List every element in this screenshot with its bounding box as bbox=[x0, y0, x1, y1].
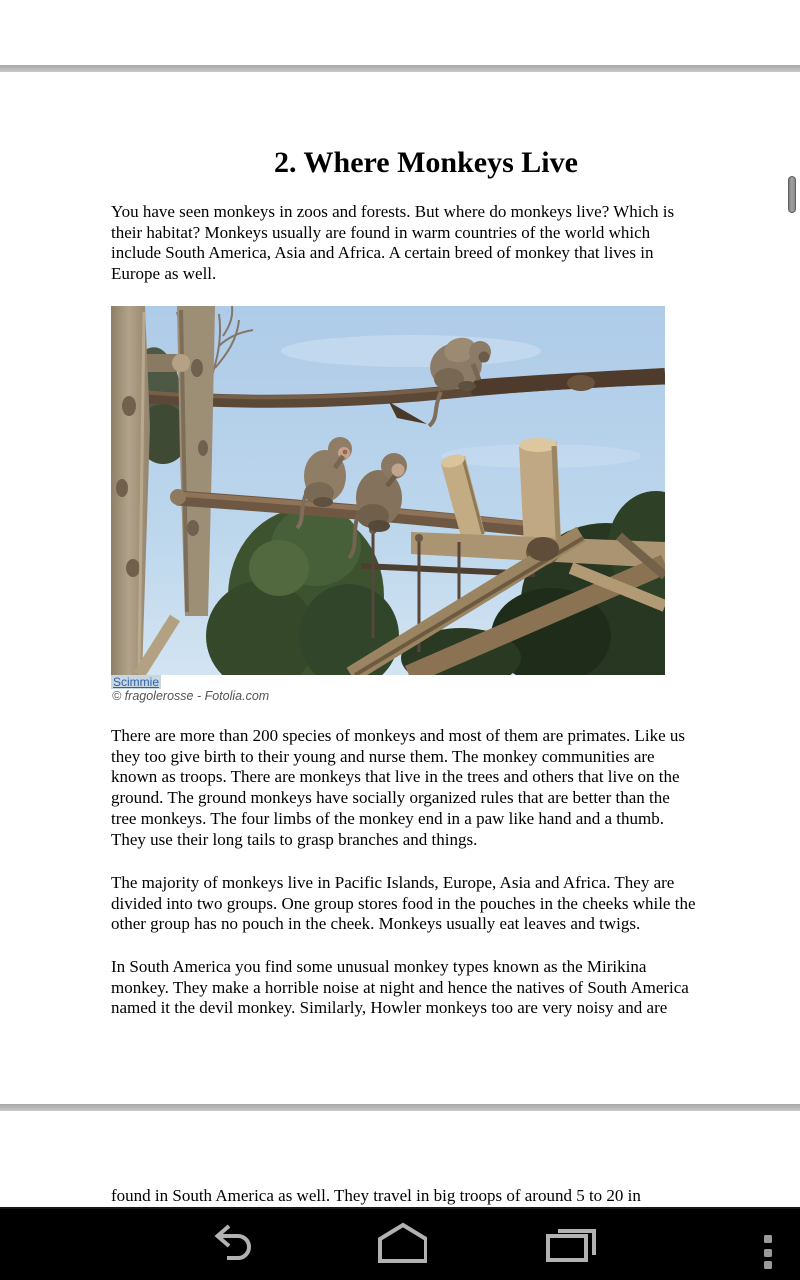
page-separator-top bbox=[0, 65, 800, 72]
monkeys-photo bbox=[111, 306, 665, 675]
recents-button[interactable] bbox=[542, 1216, 598, 1272]
paragraph-4: In South America you find some unusual monkey types known as the Mirikina monkey. They make a horrible noise at night and hence the natives of South America named it the devil monkey. Similarly, Howler monkeys too are very noisy and are bbox=[111, 957, 689, 1018]
android-navbar bbox=[0, 1207, 800, 1280]
menu-button[interactable] bbox=[740, 1216, 796, 1272]
back-icon bbox=[202, 1216, 258, 1272]
home-button[interactable] bbox=[371, 1216, 427, 1272]
scrollbar-thumb[interactable] bbox=[788, 176, 796, 213]
back-button[interactable] bbox=[202, 1216, 258, 1272]
paragraph-1: You have seen monkeys in zoos and forests. But where do monkeys live? Which is their habitat? Monkeys usually are found in warm countries of the world which include South America, Asia and Africa. A certain breed of monkey that lives in Europe as well. bbox=[111, 202, 675, 284]
page-separator-bottom bbox=[0, 1104, 800, 1111]
photo-caption-link[interactable]: Scimmie bbox=[113, 675, 160, 689]
next-page-text: found in South America as well. They travel in big troops of around 5 to 20 in bbox=[111, 1186, 641, 1205]
paragraph-2: There are more than 200 species of monkeys and most of them are primates. Like us they too give birth to their young and nurse them. The monkey communities are known as troops. There are monkeys that live in the trees and others that live on the ground. The ground monkeys have socially organized rules that are better than the tree monkeys. The four limbs of the monkey end in a paw like hand and a thumb. They use their long tails to grasp branches and things. bbox=[111, 726, 686, 849]
page-title: 2. Where Monkeys Live bbox=[274, 146, 578, 179]
menu-icon bbox=[740, 1216, 796, 1272]
photo-credit: © fragolerosse - Fotolia.com bbox=[112, 689, 270, 703]
recents-icon bbox=[542, 1216, 598, 1272]
paragraph-3: The majority of monkeys live in Pacific Islands, Europe, Asia and Africa. They are divided into two groups. One group stores food in the pouches in the cheeks while the other group has no pouch in the cheek. Monkeys usually eat leaves and twigs. bbox=[111, 873, 696, 934]
home-icon bbox=[371, 1216, 427, 1272]
